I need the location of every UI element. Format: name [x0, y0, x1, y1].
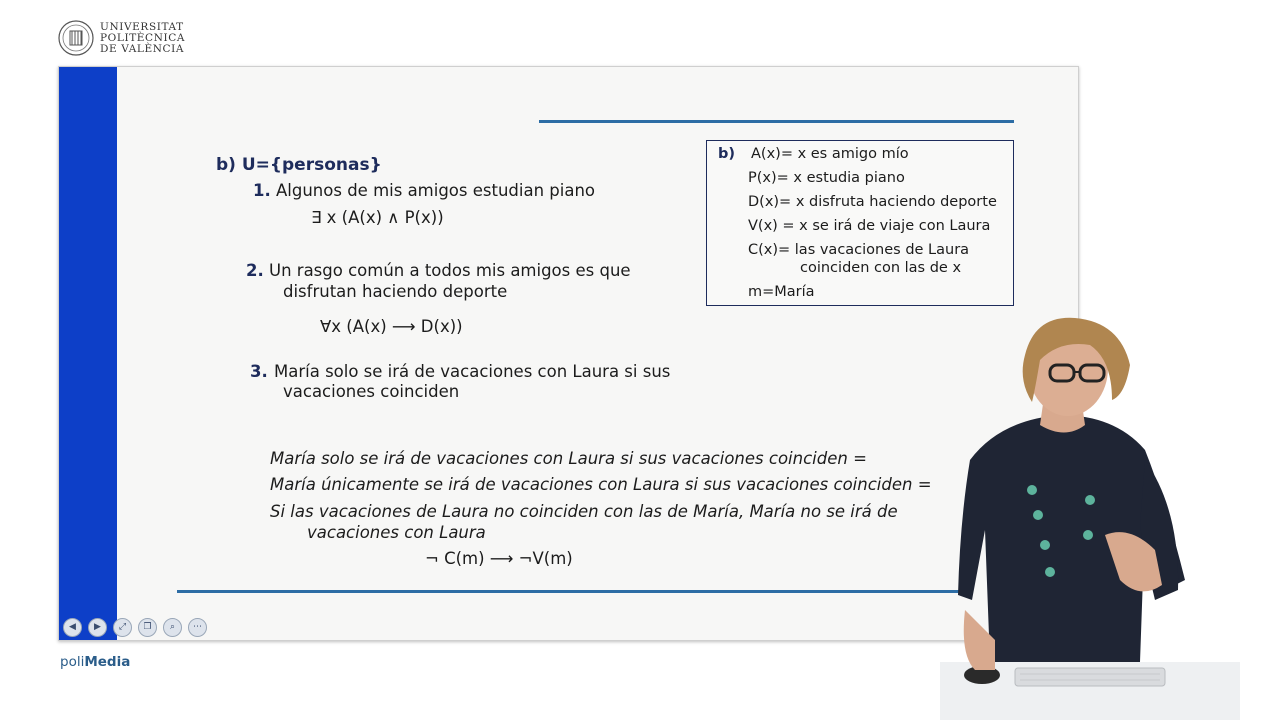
- item-3-text-cont: vacaciones coinciden: [283, 382, 460, 401]
- university-line-2: POLITÈCNICA: [100, 31, 186, 44]
- presenter-image: [940, 310, 1240, 720]
- player-controls: [63, 618, 207, 637]
- university-line-1: UNIVERSITAT: [100, 20, 184, 33]
- item-2-text-cont: disfrutan haciendo deporte: [283, 282, 508, 301]
- university-seal-icon: [58, 20, 94, 56]
- definitions-label: b): [718, 146, 736, 162]
- explanation-line-4: vacaciones con Laura: [307, 523, 486, 542]
- definition-d: D(x)= x disfruta haciendo deporte: [748, 194, 997, 210]
- item-2-text: Un rasgo común a todos mis amigos es que: [269, 261, 631, 280]
- zoom-icon[interactable]: ⌕: [163, 618, 182, 637]
- definition-c-cont: coinciden con las de x: [800, 260, 962, 276]
- definition-p: P(x)= x estudia piano: [748, 170, 905, 186]
- item-1-text: Algunos de mis amigos estudian piano: [276, 181, 596, 200]
- definition-c: C(x)= las vacaciones de Laura: [748, 242, 970, 258]
- definition-m: m=María: [748, 284, 815, 300]
- brand-part-1: poli: [60, 654, 85, 670]
- item-1-formula: ∃ x (A(x) ∧ P(x)): [311, 208, 444, 227]
- item-3-number: 3.: [250, 362, 268, 381]
- definition-v: V(x) = x se irá de viaje con Laura: [748, 218, 991, 234]
- copy-icon[interactable]: ❐: [138, 618, 157, 637]
- slide-side-bar: [59, 67, 117, 640]
- university-line-3: DE VALÈNCIA: [100, 42, 185, 55]
- lecture-slide: [58, 66, 1079, 641]
- final-formula: ¬ C(m) ⟶ ¬V(m): [425, 549, 573, 568]
- top-rule: [539, 120, 1014, 123]
- definitions-box: [706, 140, 1014, 306]
- more-icon[interactable]: ⋯: [188, 618, 207, 637]
- university-name: [100, 22, 185, 55]
- explanation-line-3: Si las vacaciones de Laura no coinciden con las de María, María no se irá de: [270, 502, 898, 521]
- fullscreen-icon[interactable]: ⤢: [113, 618, 132, 637]
- previous-icon[interactable]: ◀: [63, 618, 82, 637]
- item-3-text: María solo se irá de vacaciones con Laura si sus: [274, 362, 671, 381]
- polimedia-logo: [60, 654, 130, 670]
- brand-part-2: Media: [84, 654, 131, 670]
- bottom-rule: [177, 590, 967, 593]
- explanation-line-2: María únicamente se irá de vacaciones con Laura si sus vacaciones coinciden =: [270, 475, 932, 494]
- explanation-line-1: María solo se irá de vacaciones con Laura si sus vacaciones coinciden =: [270, 449, 867, 468]
- item-1-number: 1.: [253, 181, 271, 200]
- item-2-formula: ∀x (A(x) ⟶ D(x)): [320, 317, 463, 336]
- university-logo: [58, 20, 185, 56]
- item-2-number: 2.: [246, 261, 264, 280]
- definition-a: A(x)= x es amigo mío: [751, 146, 909, 162]
- slide-heading: b) U={personas}: [216, 155, 382, 175]
- next-icon[interactable]: ▶: [88, 618, 107, 637]
